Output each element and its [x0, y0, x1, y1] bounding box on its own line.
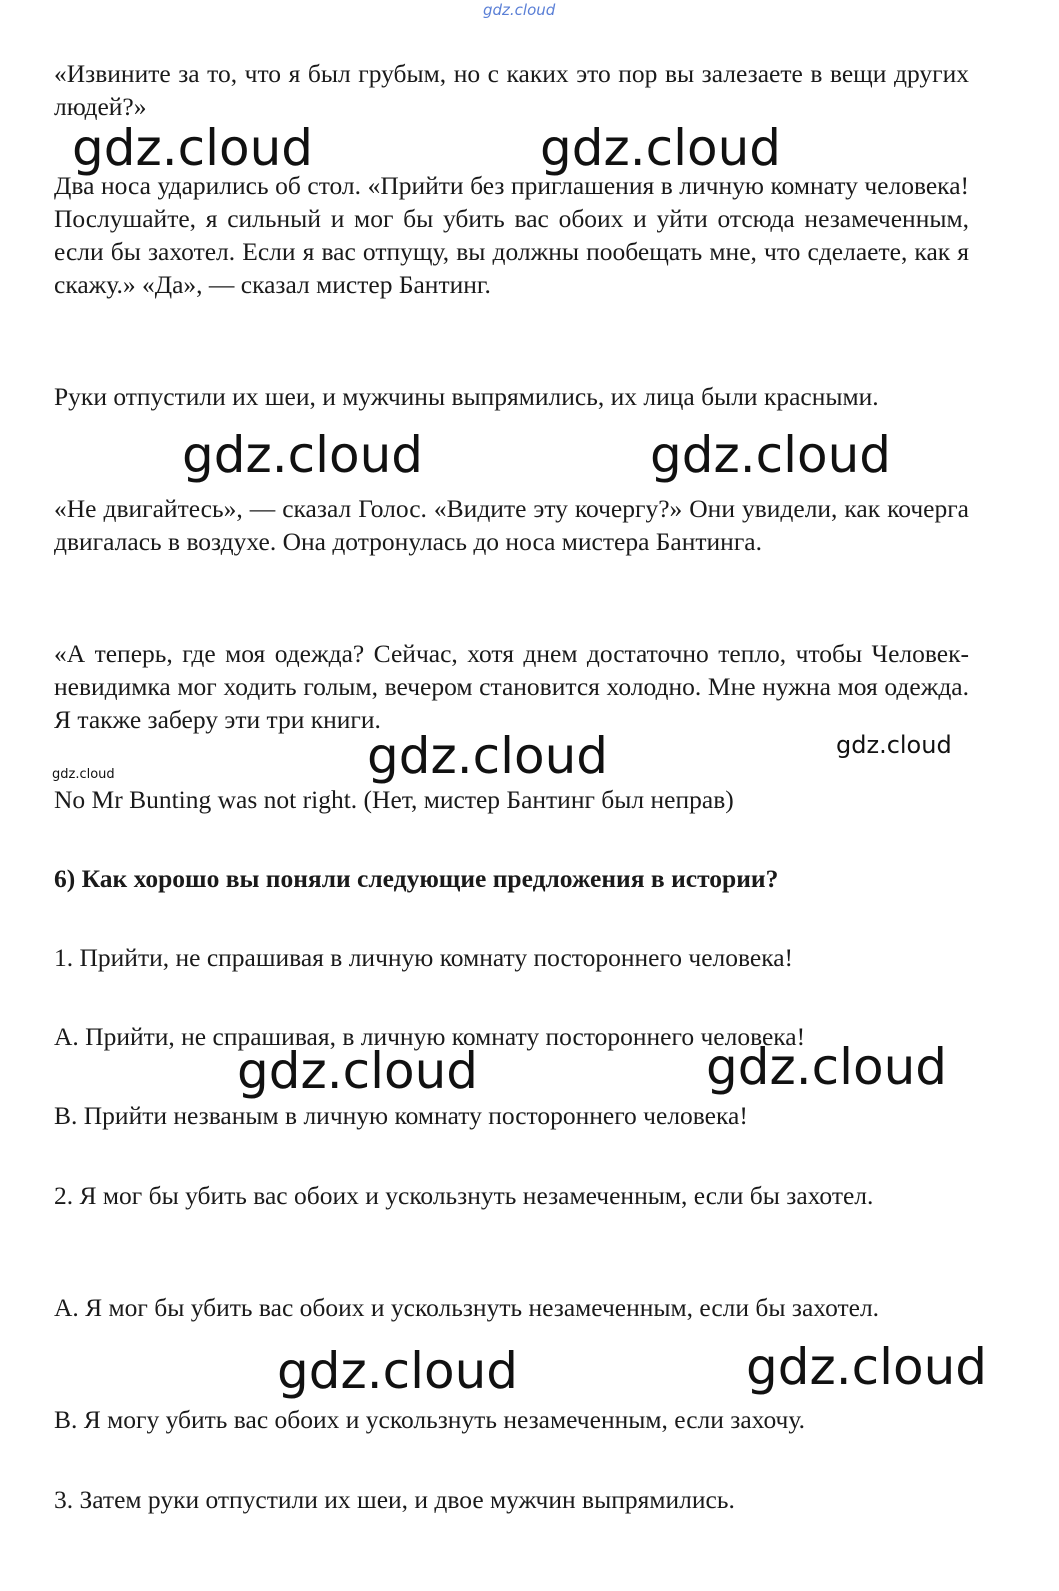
paragraph-1: «Извините за то, что я был грубым, но с каких это пор вы залезаете в вещи других людей?» — [54, 59, 969, 121]
watermark: gdz.cloud — [367, 727, 609, 785]
sentence-1-option-a: А. Прийти, не спрашивая, в личную комнату постороннего человека! — [54, 1022, 806, 1051]
watermark-top: gdz.cloud — [483, 1, 556, 19]
paragraph-2: Два носа ударились об стол. «Прийти без приглашения в личную комнату человека! Послушайте, я сильный и мог бы убить вас обоих и уйти отсюда незамеченным, если бы захотел. Если я вас отпущу, вы должны пообещать мне, что сделаете, как я скажу.» «Да», — сказал мистер Бантинг. — [54, 171, 969, 299]
watermark: gdz.cloud — [182, 426, 424, 484]
watermark: gdz.cloud — [746, 1338, 988, 1396]
sentence-1-option-b: В. Прийти незваным в личную комнату постороннего человека! — [54, 1101, 748, 1130]
sentence-1: 1. Прийти, не спрашивая в личную комнату постороннего человека! — [54, 943, 794, 972]
watermark: gdz.cloud — [72, 119, 314, 177]
watermark: gdz.cloud — [650, 426, 892, 484]
watermark: gdz.cloud — [237, 1042, 479, 1100]
sentence-2: 2. Я мог бы убить вас обоих и ускользнуть незамеченным, если бы захотел. — [54, 1181, 874, 1210]
sentence-2-option-a: А. Я мог бы убить вас обоих и ускользнуть незамеченным, если бы захотел. — [54, 1293, 880, 1322]
watermark: gdz.cloud — [52, 767, 115, 782]
paragraph-4: «Не двигайтесь», — сказал Голос. «Видите эту кочергу?» Они увидели, как кочерга двигалась в воздухе. Она дотронулась до носа мистера Бантинга. — [54, 494, 969, 556]
watermark: gdz.cloud — [540, 119, 782, 177]
answer-line: No Mr Bunting was not right. (Нет, мистер Бантинг был неправ) — [54, 785, 734, 814]
watermark: gdz.cloud — [277, 1342, 519, 1400]
section-heading: 6) Как хорошо вы поняли следующие предложения в истории? — [54, 864, 779, 893]
paragraph-3: Руки отпустили их шеи, и мужчины выпрямились, их лица были красными. — [54, 382, 879, 411]
watermark: gdz.cloud — [706, 1038, 948, 1096]
paragraph-5: «А теперь, где моя одежда? Сейчас, хотя днем достаточно тепло, чтобы Человек-невидимка мог ходить голым, вечером становится холодно. Мне нужна моя одежда. Я также заберу эти три книги. — [54, 639, 969, 734]
watermark: gdz.cloud — [836, 731, 952, 759]
sentence-2-option-b: В. Я могу убить вас обоих и ускользнуть незамеченным, если захочу. — [54, 1405, 805, 1434]
sentence-3: 3. Затем руки отпустили их шеи, и двое мужчин выпрямились. — [54, 1485, 735, 1514]
